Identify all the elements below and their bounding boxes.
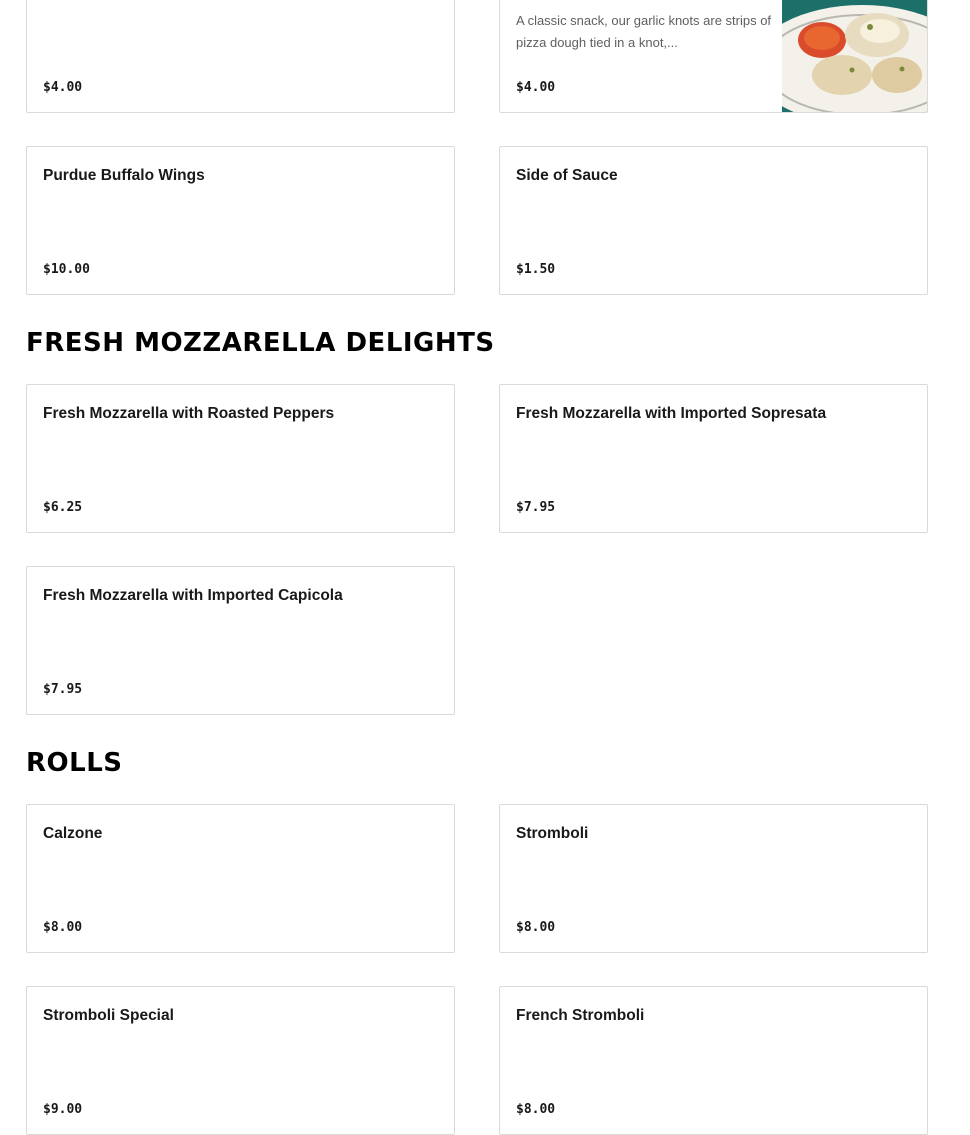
menu-item-card[interactable] — [499, 986, 928, 1135]
menu-item-name: Fresh Mozzarella with Roasted Peppers — [43, 405, 335, 422]
menu-item-body — [43, 0, 438, 112]
menu-item-price: $4.00 — [516, 80, 556, 95]
menu-item-card-garlic-knots[interactable] — [499, 0, 928, 113]
menu-item-name: French Stromboli — [516, 1007, 645, 1024]
menu-item-price: $7.95 — [516, 500, 556, 515]
menu-item-name: Purdue Buffalo Wings — [43, 167, 205, 184]
menu-item-description: A classic snack, our garlic knots are strips of pizza dough tied in a knot,... — [516, 13, 772, 50]
menu-item-price: $8.00 — [516, 920, 556, 935]
menu-item-name: Fresh Mozzarella with Imported Capicola — [43, 587, 343, 604]
menu-item-body — [516, 385, 911, 532]
menu-item-card[interactable] — [499, 146, 928, 295]
menu-item-card[interactable] — [26, 384, 455, 533]
menu-item-price: $8.00 — [43, 920, 83, 935]
section-title-mozzarella: FRESH MOZZARELLA DELIGHTS — [26, 328, 495, 358]
menu-item-name: Fresh Mozzarella with Imported Sopresata — [516, 405, 827, 422]
menu-item-price: $1.50 — [516, 262, 556, 277]
menu-item-price: $10.00 — [43, 262, 90, 277]
menu-item-body — [43, 567, 438, 714]
menu-item-card[interactable] — [26, 146, 455, 295]
menu-item-price: $7.95 — [43, 682, 83, 697]
menu-item-body — [516, 0, 781, 112]
section-title-rolls: ROLLS — [26, 748, 123, 778]
menu-item-card[interactable] — [26, 986, 455, 1135]
menu-item-price: $4.00 — [43, 80, 83, 95]
menu-item-card[interactable] — [26, 804, 455, 953]
garlic-knots-photo — [782, 0, 927, 112]
menu-item-card[interactable] — [499, 384, 928, 533]
menu-item-name: Calzone — [43, 825, 103, 842]
menu-item-card[interactable] — [26, 0, 455, 113]
menu-item-body — [43, 147, 438, 294]
menu-item-name: Side of Sauce — [516, 167, 618, 184]
menu-item-price: $8.00 — [516, 1102, 556, 1117]
menu-item-body — [516, 147, 911, 294]
garlic-knots-image — [782, 0, 927, 112]
menu-item-card[interactable] — [499, 804, 928, 953]
menu-item-body — [43, 987, 438, 1134]
menu-item-body — [516, 805, 911, 952]
menu-item-body — [43, 805, 438, 952]
menu-item-price: $9.00 — [43, 1102, 83, 1117]
menu-item-body — [516, 987, 911, 1134]
menu-item-body — [43, 385, 438, 532]
menu-item-name: Stromboli Special — [43, 1007, 174, 1024]
menu-item-name: Stromboli — [516, 825, 589, 842]
menu-item-card[interactable] — [26, 566, 455, 715]
menu-item-price: $6.25 — [43, 500, 83, 515]
